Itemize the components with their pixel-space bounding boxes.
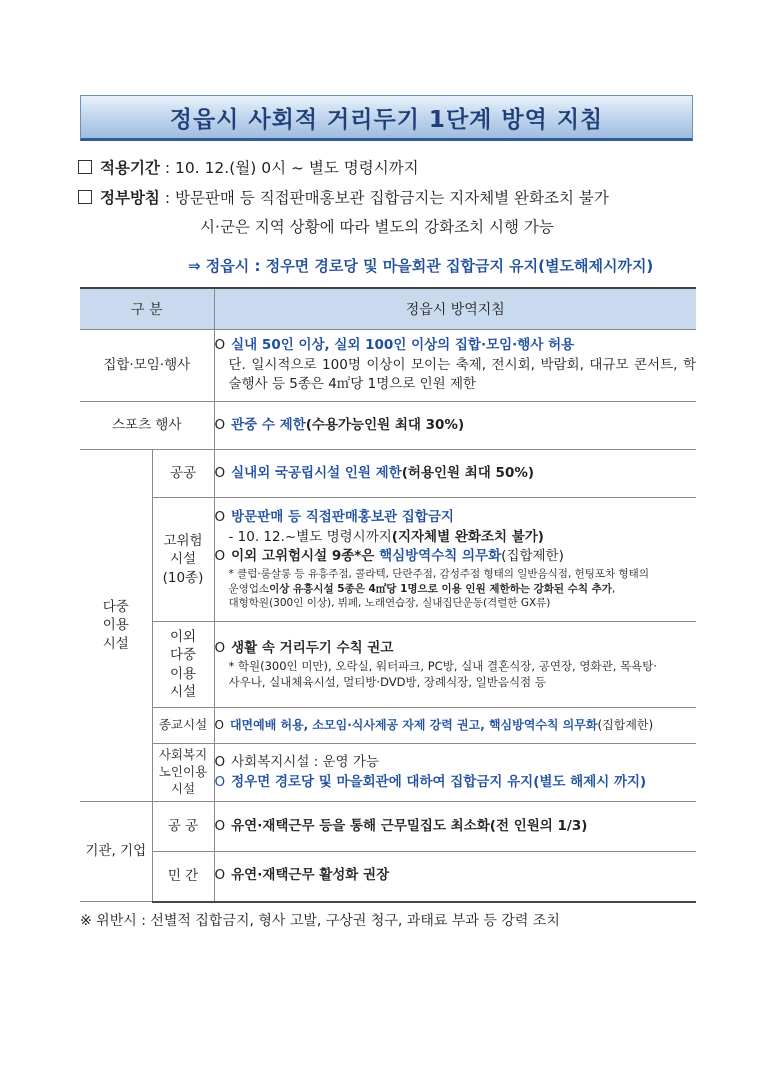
checkbox-icon	[78, 190, 92, 204]
high-risk-note2b: 이상 유흥시설 5종은 4㎡당 1명으로 이용 인원 제한하는 강화된 수칙 추가	[269, 582, 612, 595]
gov-value-1: : 방문판매 등 직접판매홍보관 집합금지는 지자체별 완화조치 불가	[164, 189, 609, 207]
other-multi-note1: * 학원(300인 미만), 오락실, 워터파크, PC방, 실내 결혼식장, 공연장, 영화관, 목욕탕·	[228, 659, 657, 674]
label-org-private: 민 간	[152, 852, 214, 902]
content-public: O 실내외 국공립시설 인원 제한(허용인원 최대 50%)	[214, 450, 696, 498]
content-high-risk: O 방문판매 등 직접판매홍보관 집합금지 - 10. 12.~별도 명령시까지(지자체별 완화조치 불가) O 이외 고위험시설 9종*은 핵심방역수칙 의무화(집합제한) * 클럽·룸살롱 등 유흥주점, 콜라텍, 단란주점, 감성주점 형태의 일반음식점, 헌팅포차 형태의 운영업소이상 유흥시설 5종은 4㎡당 1명으로 이용 인원 제한하는 강화된 수칙 추가, 대형학원(300인 이상), 뷔페, 노래연습장, 실내집단운동(격렬한 GX류)	[214, 498, 696, 622]
gov-line-2	[200, 215, 554, 237]
row-welfare	[80, 744, 696, 802]
high-risk-line3c: (집합제한)	[501, 548, 564, 565]
row-org-private	[80, 852, 696, 902]
content-religion: O 대면예배 허용, 소모임·식사제공 자제 강력 권고, 핵심방역수칙 의무화(집합제한)	[214, 708, 696, 744]
content-welfare: O 사회복지시설 : 운영 가능 O 정우면 경로당 및 마을회관에 대하여 집합금지 유지(별도 해제시 까지)	[214, 744, 696, 802]
other-multi-note2: 사우나, 실내체육시설, 멀티방·DVD방, 장례식장, 일반음식점 등	[228, 675, 546, 690]
sports-rest: (수용가능인원 최대 30%)	[305, 416, 465, 433]
label-high-risk: 고위험 시설 (10종)	[152, 498, 214, 622]
gov-label: 정부방침	[100, 189, 160, 207]
high-risk-line3a: 이외 고위험시설 9종*은	[231, 548, 380, 565]
other-multi-line1: 생활 속 거리두기 수칙 권고	[231, 639, 394, 656]
label-multi-use: 다중 이용 시설	[80, 450, 152, 802]
content-org-public: O 유연·재택근무 등을 통해 근무밀집도 최소화(전 인원의 1/3)	[214, 802, 696, 852]
public-blue: 실내외 국공립시설 인원 제한	[231, 464, 402, 481]
row-gathering	[80, 330, 696, 402]
row-org-public	[80, 802, 696, 852]
public-rest: (허용인원 최대 50%)	[401, 464, 535, 481]
header-guideline: 정읍시 방역지침	[214, 288, 696, 330]
label-welfare: 사회복지 노인이용 시설	[152, 744, 214, 802]
checkbox-icon	[78, 160, 92, 174]
page-title: 정읍시 사회적 거리두기 1단계 방역 지침	[169, 106, 604, 133]
header-category: 구 분	[80, 288, 214, 330]
row-public	[80, 450, 696, 498]
row-religion	[80, 708, 696, 744]
gov-line	[78, 186, 609, 208]
welfare-line2: 정우면 경로당 및 마을회관에 대하여 집합금지 유지(별도 해제시 까지)	[231, 773, 647, 790]
gathering-line2: 단. 일시적으로 100명 이상이 모이는 축제, 전시회, 박람회, 대규모 콘서트, 학술행사 등 5종은 4㎡당 1명으로 인원 제한	[228, 356, 696, 393]
label-org-public: 공 공	[152, 802, 214, 852]
content-org-private: O 유연·재택근무 활성화 권장	[214, 852, 696, 902]
sports-blue: 관중 수 제한	[231, 416, 306, 433]
org-private-text: 유연·재택근무 활성화 권장	[231, 867, 390, 884]
violation-footnote: ※ 위반시 : 선별적 집합금지, 형사 고발, 구상권 청구, 과태료 부과 등 강력 조치	[80, 913, 560, 929]
org-public-text: 유연·재택근무 등을 통해 근무밀집도 최소화(전 인원의 1/3)	[231, 817, 588, 834]
label-sports: 스포츠 행사	[80, 402, 214, 450]
period-value: : 10. 12.(월) 0시 ~ 별도 명령시까지	[164, 159, 419, 177]
title-banner	[80, 95, 693, 141]
content-sports: O 관중 수 제한(수용가능인원 최대 30%)	[214, 402, 696, 450]
label-public: 공공	[152, 450, 214, 498]
high-risk-note2c: ,	[611, 582, 616, 595]
high-risk-line3b: 핵심방역수칙 의무화	[379, 548, 502, 565]
label-gathering: 집합·모임·행사	[80, 330, 214, 402]
row-sports	[80, 402, 696, 450]
label-religion: 종교시설	[152, 708, 214, 744]
high-risk-note1: * 클럽·룸살롱 등 유흥주점, 콜라텍, 단란주점, 감성주점 형태의 일반음식점, 헌팅포차 형태의	[228, 567, 649, 580]
welfare-line1: 사회복지시설 : 운영 가능	[231, 753, 379, 770]
content-other-multi: O 생활 속 거리두기 수칙 권고 * 학원(300인 미만), 오락실, 워터파크, PC방, 실내 결혼식장, 공연장, 영화관, 목욕탕· 사우나, 실내체육시설, 멀티방·DVD방, 장례식장, 일반음식점 등	[214, 622, 696, 708]
label-other-multi: 이외 다중 이용 시설	[152, 622, 214, 708]
high-risk-note3: 대형학원(300인 이상), 뷔페, 노래연습장, 실내집단운동(격렬한 GX류)	[228, 597, 551, 610]
content-gathering: O 실내 50인 이상, 실외 100인 이상의 집합·모임·행사 허용 단. 일시적으로 100명 이상이 모이는 축제, 전시회, 박람회, 대규모 콘서트, 학술행사 등 5종은 4㎡당 1명으로 인원 제한	[214, 330, 696, 402]
jeongeup-policy-line: ⇒ 정읍시 : 정우면 경로당 및 마을회관 집합금지 유지(별도해제시까지)	[188, 257, 654, 275]
high-risk-line2b: (지자체별 완화조치 불가)	[391, 528, 544, 545]
row-high-risk	[80, 498, 696, 622]
high-risk-note2a: 운영업소	[228, 582, 270, 595]
period-label: 적용기간	[100, 159, 160, 177]
gov-value-2: 시·군은 지역 상황에 따라 별도의 강화조치 시행 가능	[200, 218, 554, 236]
period-line	[78, 156, 419, 178]
high-risk-line1: 방문판매 등 직접판매홍보관 집합금지	[231, 509, 454, 526]
high-risk-line2a: - 10. 12.~별도 명령시까지	[228, 528, 392, 545]
label-org: 기관, 기업	[80, 802, 152, 902]
religion-rest: (집합제한)	[597, 717, 654, 732]
row-other-multi	[80, 622, 696, 708]
guideline-table	[80, 287, 696, 903]
religion-blue: 대면예배 허용, 소모임·식사제공 자제 강력 권고, 핵심방역수칙 의무화	[229, 717, 598, 732]
gathering-line1: 실내 50인 이상, 실외 100인 이상의 집합·모임·행사 허용	[231, 337, 575, 354]
